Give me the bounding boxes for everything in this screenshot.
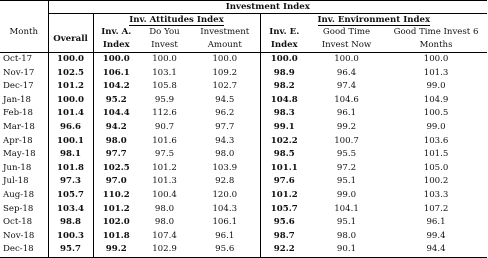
month-cell: Oct-17	[0, 53, 48, 67]
att-index-cell: 100.0	[102, 54, 130, 64]
investment-amount-cell: 95.6	[190, 243, 260, 257]
investment-amount-cell: 100.0	[190, 53, 260, 67]
good-time-6m-cell: 103.6	[423, 135, 449, 146]
good-time-now-cell: 90.1	[308, 243, 385, 257]
good-time-6m-cell: 103.3	[423, 189, 449, 200]
env-index-cell: 101.2	[270, 189, 298, 200]
att-index-cell: 101.8	[102, 230, 130, 241]
good-time-now-cell: 99.0	[336, 189, 357, 200]
att-index-cell: 98.0	[105, 135, 127, 146]
good-time-6m-cell: 100.5	[423, 108, 449, 119]
table-row	[0, 243, 487, 257]
month-cell: Mar-18	[0, 121, 48, 135]
att-index-header-2: Index	[93, 39, 139, 53]
do-you-invest-cell: 95.9	[154, 94, 175, 105]
table-body	[0, 53, 487, 258]
good-time-now-cell: 96.1	[336, 108, 357, 119]
att-index-cell: 110.2	[102, 189, 130, 200]
good-time-6m-cell: 104.9	[423, 94, 449, 105]
env-index-cell: 98.7	[273, 230, 295, 241]
table-row	[0, 175, 487, 189]
good-time-6m-cell: 105.0	[423, 162, 449, 173]
good-time-now-cell: 95.1	[336, 217, 357, 228]
month-cell: Oct-18	[0, 216, 48, 230]
do-you-invest-cell: 101.2	[152, 162, 177, 173]
att-index-cell: 104.4	[102, 108, 130, 119]
env-index-cell: 97.6	[273, 176, 295, 187]
table-row	[0, 162, 487, 176]
good-time-6m-cell: 101.5	[423, 149, 449, 160]
env-index-cell: 98.9	[273, 67, 295, 78]
table-row	[0, 230, 487, 244]
do-you-invest-cell: 102.9	[139, 243, 190, 257]
investment-amount-cell: 97.7	[190, 121, 260, 135]
overall-cell: 98.8	[48, 216, 93, 230]
do-you-invest-cell: 98.0	[154, 203, 175, 214]
good-time-now-cell: 104.6	[334, 94, 359, 105]
att-index-cell: 102.5	[102, 162, 130, 173]
investment-amount-cell: 96.2	[190, 107, 260, 121]
att-index-cell: 104.2	[102, 81, 130, 92]
month-cell: Aug-18	[0, 189, 48, 203]
env-index-cell: 100.0	[270, 54, 298, 64]
environment-group-label: Inv. Environment Index	[317, 14, 431, 25]
overall-cell: 100.0	[48, 53, 93, 67]
att-index-cell: 99.2	[93, 243, 139, 257]
month-cell: Dec-18	[0, 243, 48, 257]
overall-header-top	[48, 14, 93, 27]
investment-amount-cell: 109.2	[190, 67, 260, 81]
do-you-invest-cell: 101.3	[152, 176, 177, 187]
overall-cell: 103.4	[48, 203, 93, 217]
investment-amount-cell: 102.7	[190, 80, 260, 94]
amount-header-1: Investment	[190, 26, 260, 39]
do-you-invest-cell: 97.5	[154, 149, 175, 160]
att-index-cell: 106.1	[102, 67, 130, 78]
month-cell: Apr-18	[0, 135, 48, 149]
do-you-invest-cell: 101.6	[152, 135, 177, 146]
month-cell: Nov-18	[0, 230, 48, 244]
good-time-now-cell: 100.0	[334, 54, 359, 64]
attitudes-group-header	[93, 14, 260, 27]
overall-cell: 105.7	[48, 189, 93, 203]
table-row	[0, 80, 487, 94]
corner-cell	[0, 1, 48, 14]
good-6m-header-1: Good Time Invest 6	[393, 27, 479, 37]
overall-cell: 100.0	[48, 94, 93, 108]
good-time-now-cell: 96.4	[336, 67, 357, 78]
table-row	[0, 121, 487, 135]
overall-cell: 101.8	[48, 162, 93, 176]
att-index-cell: 97.0	[105, 176, 127, 187]
do-you-invest-cell: 100.0	[152, 54, 177, 64]
good-now-header-1: Good Time	[322, 27, 371, 37]
good-time-6m-cell: 99.0	[426, 81, 446, 92]
do-you-header-2: Invest	[139, 39, 190, 53]
good-time-now-cell: 95.1	[336, 176, 357, 187]
do-you-invest-cell: 98.0	[154, 217, 175, 228]
investment-amount-cell: 96.1	[190, 230, 260, 244]
table-row	[0, 216, 487, 230]
att-index-cell: 102.0	[102, 217, 130, 228]
att-index-cell: 101.2	[102, 203, 130, 214]
good-time-6m-cell: 96.1	[426, 217, 446, 228]
good-time-now-cell: 100.7	[334, 135, 359, 146]
do-you-header-1: Do You	[149, 27, 180, 37]
good-time-6m-cell: 99.4	[426, 230, 446, 241]
good-time-6m-cell: 100.0	[423, 54, 449, 64]
env-index-cell: 105.7	[270, 203, 298, 214]
environment-group-header	[260, 14, 487, 27]
good-time-now-cell: 97.4	[336, 81, 357, 92]
overall-header: Overall	[48, 26, 93, 53]
month-cell: Jul-18	[0, 175, 48, 189]
do-you-invest-cell: 90.7	[154, 121, 175, 132]
investment-amount-cell: 120.0	[190, 189, 260, 203]
month-header-label: Month	[9, 27, 38, 38]
investment-amount-cell: 98.0	[190, 148, 260, 162]
env-index-cell: 98.2	[273, 81, 295, 92]
att-index-cell: 95.2	[105, 94, 127, 105]
good-time-now-cell: 104.1	[334, 203, 359, 214]
good-time-now-cell: 98.0	[336, 230, 357, 241]
investment-amount-cell: 106.1	[190, 216, 260, 230]
env-index-cell: 98.5	[273, 149, 295, 160]
overall-cell: 98.1	[48, 148, 93, 162]
good-now-header-2: Invest Now	[308, 39, 385, 53]
env-index-cell: 102.2	[270, 135, 298, 146]
env-index-cell: 101.1	[270, 162, 298, 173]
do-you-invest-cell: 100.4	[152, 189, 177, 200]
table-row	[0, 135, 487, 149]
table-row	[0, 189, 487, 203]
overall-cell: 102.5	[48, 67, 93, 81]
investment-amount-cell: 94.5	[190, 94, 260, 108]
good-time-now-cell: 97.2	[336, 162, 357, 173]
table-row	[0, 203, 487, 217]
month-cell: Jun-18	[0, 162, 48, 176]
investment-amount-cell: 103.9	[190, 162, 260, 176]
att-index-header-1: Inv. A.	[101, 27, 132, 37]
overall-cell: 100.1	[48, 135, 93, 149]
env-index-cell: 99.1	[273, 121, 295, 132]
att-index-cell: 97.7	[105, 149, 127, 160]
env-index-header-1: Inv. E.	[269, 27, 300, 37]
good-time-6m-cell: 100.2	[423, 176, 449, 187]
good-time-6m-cell: 107.2	[423, 203, 449, 214]
investment-amount-cell: 92.8	[190, 175, 260, 189]
good-time-6m-cell: 94.4	[385, 243, 487, 257]
env-index-cell: 104.8	[270, 94, 298, 105]
table-row	[0, 67, 487, 81]
amount-header-2: Amount	[190, 39, 260, 53]
do-you-invest-cell: 112.6	[152, 108, 177, 119]
investment-amount-cell: 104.3	[190, 203, 260, 217]
investment-amount-cell: 94.3	[190, 135, 260, 149]
month-cell: Jan-18	[0, 94, 48, 108]
good-time-now-cell: 95.5	[336, 149, 357, 160]
env-index-header-2: Index	[260, 39, 308, 53]
table-row	[0, 94, 487, 108]
good-time-6m-cell: 99.0	[426, 121, 446, 132]
month-cell: Nov-17	[0, 67, 48, 81]
att-index-cell: 94.2	[105, 121, 127, 132]
month-header	[0, 14, 48, 53]
overall-cell: 96.6	[48, 121, 93, 135]
do-you-invest-cell: 107.4	[152, 230, 177, 241]
do-you-invest-cell: 103.1	[152, 67, 177, 78]
env-index-cell: 95.6	[273, 217, 295, 228]
good-time-now-cell: 99.2	[336, 121, 357, 132]
do-you-invest-cell: 105.8	[152, 81, 177, 92]
table-title: Investment Index	[48, 1, 487, 14]
good-time-6m-cell: 101.3	[423, 67, 449, 78]
table-row	[0, 53, 487, 67]
env-index-cell: 92.2	[260, 243, 308, 257]
month-cell: Sep-18	[0, 203, 48, 217]
overall-cell: 101.4	[48, 107, 93, 121]
overall-cell: 95.7	[48, 243, 93, 257]
attitudes-group-label: Inv. Attitudes Index	[129, 14, 224, 25]
month-cell: Feb-18	[0, 107, 48, 121]
overall-cell: 97.3	[48, 175, 93, 189]
env-index-cell: 98.3	[273, 108, 295, 119]
overall-cell: 100.3	[48, 230, 93, 244]
overall-cell: 101.2	[48, 80, 93, 94]
good-6m-header-2: Months	[385, 39, 487, 53]
month-cell: Dec-17	[0, 80, 48, 94]
table-row	[0, 148, 487, 162]
table-row	[0, 107, 487, 121]
month-cell: May-18	[0, 148, 48, 162]
